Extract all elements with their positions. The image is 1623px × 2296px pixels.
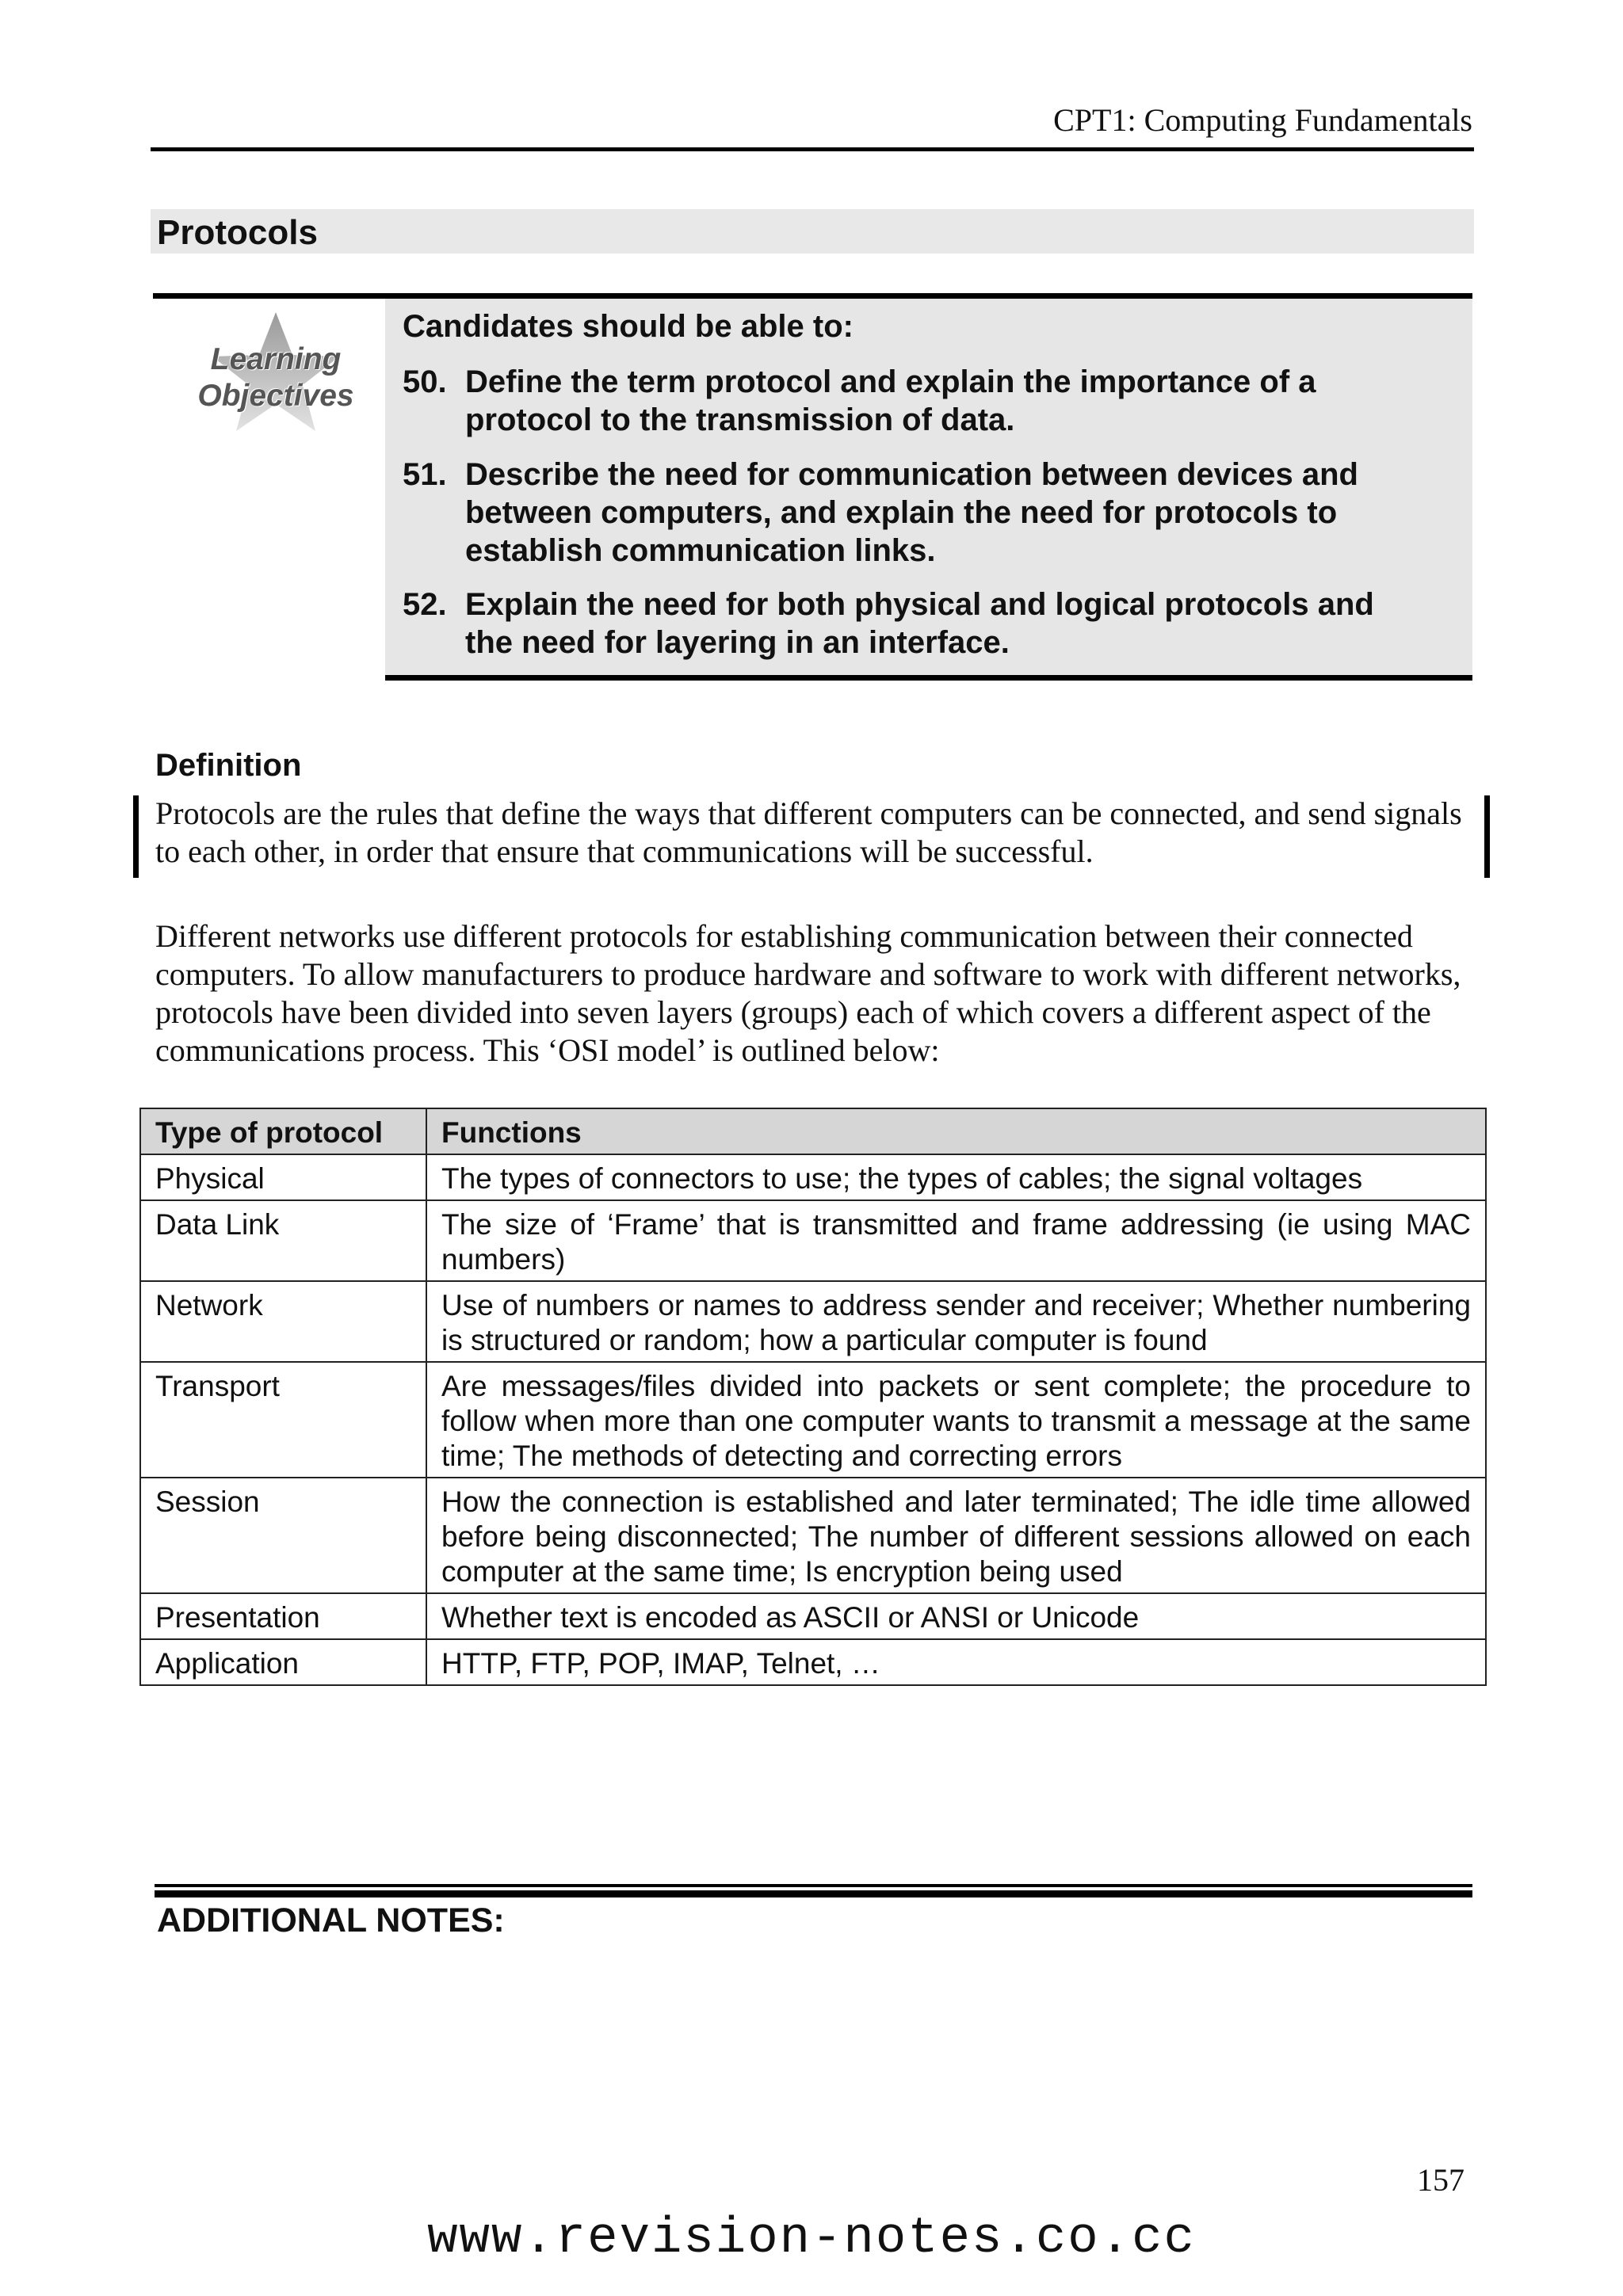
section-title: Protocols xyxy=(157,213,318,252)
notes-rule-thin xyxy=(155,1884,1472,1887)
objectives-intro: Candidates should be able to: xyxy=(403,309,854,344)
running-header: CPT1: Computing Fundamentals xyxy=(1053,102,1472,138)
objective-text: Describe the need for communication between devices and between computers, and explain the need for protocols to establish communication links. xyxy=(465,457,1358,568)
protocol-type-cell: Transport xyxy=(140,1362,426,1478)
badge-objectives-label: Objectives xyxy=(197,379,354,413)
protocol-functions-cell: Whether text is encoded as ASCII or ANSI or Unicode xyxy=(426,1593,1486,1639)
objectives-top-rule xyxy=(153,293,1472,299)
objective-number: 51. xyxy=(403,457,447,492)
osi-intro-paragraph: Different networks use different protocols for establishing communication between their connected computers. To allow manufacturers to produce hardware and software to work with different networks, protocols have been divided into seven layers (groups) each of which covers a different aspect of the communications process. This ‘OSI model’ is outlined below: xyxy=(155,918,1461,1068)
table-row xyxy=(140,1593,1486,1639)
protocol-type-cell: Presentation xyxy=(140,1593,426,1639)
protocol-type-cell: Application xyxy=(140,1639,426,1685)
objective-item xyxy=(403,456,1425,570)
objective-number: 50. xyxy=(403,364,447,399)
column-header-functions: Functions xyxy=(426,1108,1486,1154)
section-bar xyxy=(151,209,1474,254)
protocol-functions-cell: The types of connectors to use; the types of cables; the signal voltages xyxy=(426,1154,1486,1200)
definition-right-bar xyxy=(1484,795,1490,878)
table-row xyxy=(140,1154,1486,1200)
protocol-type-cell: Data Link xyxy=(140,1200,426,1281)
table-row xyxy=(140,1639,1486,1685)
notes-rule-thick xyxy=(155,1890,1472,1897)
definition-left-bar xyxy=(133,795,139,878)
header-rule xyxy=(151,147,1474,151)
protocol-functions-cell: Are messages/files divided into packets or sent complete; the procedure to follow when more than one computer wants to transmit a message at the same time; The methods of detecting and correcting errors xyxy=(426,1362,1486,1478)
osi-table xyxy=(139,1108,1487,1686)
table-row xyxy=(140,1478,1486,1593)
learning-objectives-badge xyxy=(189,309,363,436)
objective-text: Define the term protocol and explain the importance of a protocol to the transmission of data. xyxy=(465,364,1316,437)
protocol-type-cell: Network xyxy=(140,1281,426,1362)
objective-text: Explain the need for both physical and logical protocols and the need for layering in an interface. xyxy=(465,587,1374,660)
protocol-type-cell: Session xyxy=(140,1478,426,1593)
objective-item xyxy=(403,585,1425,662)
table-header-row xyxy=(140,1108,1486,1154)
protocol-type-cell: Physical xyxy=(140,1154,426,1200)
definition-heading: Definition xyxy=(155,748,302,783)
objective-item xyxy=(403,363,1425,439)
protocol-functions-cell: How the connection is established and later terminated; The idle time allowed before being disconnected; The number of different sessions allowed on each computer at the same time; Is encryption being used xyxy=(426,1478,1486,1593)
definition-text: Protocols are the rules that define the ways that different computers can be connected, and send signals to each other, in order that ensure that communications will be successful. xyxy=(155,795,1462,869)
table-row xyxy=(140,1281,1486,1362)
badge-learning-label: Learning xyxy=(210,342,342,376)
table-row xyxy=(140,1200,1486,1281)
table-row xyxy=(140,1362,1486,1478)
objective-number: 52. xyxy=(403,587,447,622)
objectives-bottom-rule xyxy=(385,675,1472,681)
protocol-functions-cell: HTTP, FTP, POP, IMAP, Telnet, … xyxy=(426,1639,1486,1685)
column-header-type: Type of protocol xyxy=(140,1108,426,1154)
protocol-functions-cell: The size of ‘Frame’ that is transmitted and frame addressing (ie using MAC numbers) xyxy=(426,1200,1486,1281)
protocol-functions-cell: Use of numbers or names to address sender and receiver; Whether numbering is structured or random; how a particular computer is found xyxy=(426,1281,1486,1362)
additional-notes-heading: ADDITIONAL NOTES: xyxy=(157,1901,505,1939)
page-number: 157 xyxy=(1417,2162,1465,2198)
footer-url: www.revision-notes.co.cc xyxy=(427,2210,1196,2267)
